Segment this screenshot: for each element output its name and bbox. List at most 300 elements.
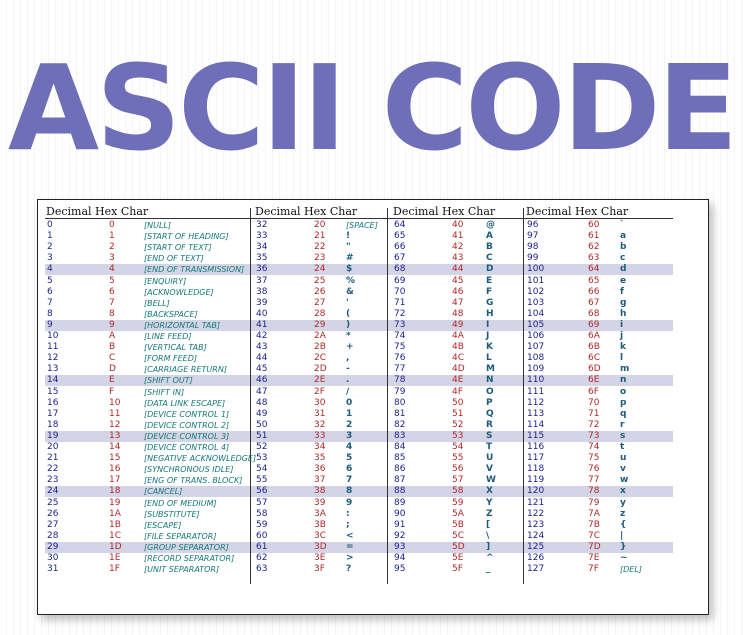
hex-cell: 59 xyxy=(452,497,464,508)
decimal-cell: 23 xyxy=(47,475,59,486)
char-cell: ; xyxy=(346,519,350,530)
hex-cell: 62 xyxy=(588,242,600,253)
hex-cell: 1F xyxy=(109,564,120,575)
hex-cell: 40 xyxy=(452,220,464,230)
decimal-cell: 117 xyxy=(527,453,545,464)
hex-cell: 14 xyxy=(109,442,121,452)
char-cell: U xyxy=(486,453,494,464)
decimal-cell: 76 xyxy=(394,353,406,364)
hex-cell: 12 xyxy=(109,419,121,430)
decimal-cell: 72 xyxy=(394,308,406,319)
decimal-cell: 66 xyxy=(394,242,406,253)
decimal-cell: 12 xyxy=(47,353,59,364)
char-cell: 5 xyxy=(346,453,353,464)
char-cell: : xyxy=(346,508,350,519)
decimal-cell: 112 xyxy=(527,397,545,408)
hex-cell: 32 xyxy=(314,419,326,430)
hex-cell: 66 xyxy=(588,286,600,297)
hex-cell: 1A xyxy=(109,508,121,519)
decimal-cell: 54 xyxy=(256,464,268,475)
char-cell: [NULL] xyxy=(144,221,171,230)
char-cell: $ xyxy=(346,264,353,275)
decimal-cell: 36 xyxy=(256,264,268,275)
char-cell: 8 xyxy=(346,486,353,497)
hex-cell: 6 xyxy=(109,286,115,297)
row-shade xyxy=(45,375,673,386)
char-cell: [BELL] xyxy=(144,298,170,308)
ascii-table xyxy=(37,199,709,615)
hex-cell: B xyxy=(109,342,116,353)
char-cell: [ENG OF TRANS. BLOCK] xyxy=(144,476,243,486)
char-cell: L xyxy=(486,353,492,364)
decimal-cell: 74 xyxy=(394,331,406,341)
decimal-cell: 2 xyxy=(47,242,53,253)
hex-cell: 7 xyxy=(109,297,115,308)
decimal-cell: 100 xyxy=(527,264,545,275)
decimal-cell: 113 xyxy=(527,408,545,419)
hex-cell: 3E xyxy=(314,553,326,563)
hex-cell: 67 xyxy=(588,297,600,308)
decimal-cell: 30 xyxy=(47,553,59,563)
decimal-cell: 92 xyxy=(394,530,406,541)
hex-cell: 46 xyxy=(452,286,464,297)
char-cell: a xyxy=(620,231,627,242)
char-cell: [START OF TEXT] xyxy=(144,243,212,253)
char-cell: o xyxy=(620,386,627,397)
char-cell: V xyxy=(486,464,493,475)
decimal-cell: 95 xyxy=(394,564,406,575)
char-cell: | xyxy=(620,530,624,541)
char-cell: [RECORD SEPARATOR] xyxy=(144,554,235,563)
decimal-cell: 25 xyxy=(47,497,59,508)
char-cell: s xyxy=(620,430,626,441)
char-cell: [CARRIAGE RETURN] xyxy=(144,365,227,375)
hex-cell: 2C xyxy=(314,353,327,364)
char-cell: X xyxy=(486,486,493,497)
decimal-cell: 81 xyxy=(394,408,406,419)
char-cell: 7 xyxy=(346,475,353,486)
char-cell: / xyxy=(346,386,350,397)
char-cell: ) xyxy=(346,319,351,330)
hex-cell: 38 xyxy=(314,486,326,497)
hex-cell: 6B xyxy=(588,342,600,353)
hex-cell: 41 xyxy=(452,231,464,242)
char-cell: _ xyxy=(486,564,491,575)
hex-cell: 5F xyxy=(452,564,463,575)
hex-cell: 74 xyxy=(588,442,600,452)
char-cell: [END OF MEDIUM] xyxy=(144,498,217,508)
hex-cell: 72 xyxy=(588,419,600,430)
hex-cell: 24 xyxy=(314,264,326,275)
char-cell: [CANCEL] xyxy=(144,487,183,497)
hex-cell: 48 xyxy=(452,308,464,319)
hex-cell: 68 xyxy=(588,308,600,319)
decimal-cell: 17 xyxy=(47,408,59,419)
char-cell: [DEVICE CONTROL 3] xyxy=(144,431,230,441)
hex-cell: 3F xyxy=(314,564,325,575)
row-shade xyxy=(45,320,673,331)
hex-cell: 1D xyxy=(109,541,122,552)
decimal-cell: 123 xyxy=(527,519,545,530)
decimal-cell: 13 xyxy=(47,364,59,375)
hex-cell: 64 xyxy=(588,264,600,275)
decimal-cell: 34 xyxy=(256,242,268,253)
hex-cell: A xyxy=(109,331,116,341)
hex-cell: 0 xyxy=(109,220,115,230)
decimal-cell: 69 xyxy=(394,275,406,286)
hex-cell: 55 xyxy=(452,453,464,464)
hex-cell: 6C xyxy=(588,353,601,364)
hex-cell: 2A xyxy=(314,331,326,341)
decimal-cell: 121 xyxy=(527,497,545,508)
decimal-cell: 55 xyxy=(256,475,268,486)
decimal-cell: 99 xyxy=(527,253,539,264)
char-cell: D xyxy=(486,264,494,275)
hex-cell: 35 xyxy=(314,453,326,464)
decimal-cell: 122 xyxy=(527,508,545,519)
hex-cell: 4 xyxy=(109,264,115,275)
decimal-cell: 39 xyxy=(256,297,268,308)
decimal-cell: 26 xyxy=(47,508,59,519)
char-cell: J xyxy=(486,331,490,341)
char-cell: v xyxy=(620,464,626,475)
decimal-cell: 38 xyxy=(256,286,268,297)
hex-cell: 3 xyxy=(109,253,115,264)
decimal-cell: 85 xyxy=(394,453,406,464)
char-cell: [SYNCHRONOUS IDLE] xyxy=(144,465,234,475)
decimal-cell: 16 xyxy=(47,397,59,408)
column-header: Decimal Hex Char xyxy=(393,205,496,218)
char-cell: u xyxy=(620,453,627,464)
column-separator xyxy=(523,208,524,584)
decimal-cell: 110 xyxy=(527,375,545,386)
decimal-cell: 35 xyxy=(256,253,268,264)
hex-cell: 70 xyxy=(588,397,600,408)
char-cell: = xyxy=(346,541,354,552)
char-cell: H xyxy=(486,308,494,319)
hex-cell: 7B xyxy=(588,519,600,530)
char-cell: [GROUP SEPARATOR] xyxy=(144,542,229,552)
decimal-cell: 115 xyxy=(527,430,545,441)
hex-cell: F xyxy=(109,386,115,397)
hex-cell: 3A xyxy=(314,508,326,519)
decimal-cell: 32 xyxy=(256,220,268,230)
decimal-cell: 9 xyxy=(47,319,53,330)
decimal-cell: 91 xyxy=(394,519,406,530)
decimal-cell: 127 xyxy=(527,564,545,575)
char-cell: e xyxy=(620,275,627,286)
hex-cell: 1 xyxy=(109,231,115,242)
decimal-cell: 101 xyxy=(527,275,545,286)
decimal-cell: 58 xyxy=(256,508,268,519)
char-cell: n xyxy=(620,375,627,386)
char-cell: W xyxy=(486,475,496,486)
decimal-cell: 5 xyxy=(47,275,53,286)
hex-cell: 6A xyxy=(588,331,600,341)
char-cell: [ENQUIRY] xyxy=(144,276,187,286)
hex-cell: 4D xyxy=(452,364,465,375)
decimal-cell: 60 xyxy=(256,530,268,541)
char-cell: S xyxy=(486,430,493,441)
decimal-cell: 111 xyxy=(527,386,545,397)
char-cell: , xyxy=(346,353,350,364)
hex-cell: 75 xyxy=(588,453,600,464)
hex-cell: 27 xyxy=(314,297,326,308)
decimal-cell: 45 xyxy=(256,364,268,375)
hex-cell: 60 xyxy=(588,220,600,230)
char-cell: I xyxy=(486,319,490,330)
char-cell: % xyxy=(346,275,356,286)
char-cell: G xyxy=(486,297,494,308)
char-cell: A xyxy=(486,231,493,242)
decimal-cell: 51 xyxy=(256,430,268,441)
char-cell: [FILE SEPARATOR] xyxy=(144,531,217,541)
hex-cell: 21 xyxy=(314,231,326,242)
char-cell: . xyxy=(346,375,350,386)
hex-cell: 8 xyxy=(109,308,115,319)
char-cell: 3 xyxy=(346,430,353,441)
hex-cell: 6F xyxy=(588,386,599,397)
char-cell: O xyxy=(486,386,494,397)
char-cell: i xyxy=(620,319,624,330)
hex-cell: 5D xyxy=(452,541,465,552)
decimal-cell: 61 xyxy=(256,541,268,552)
hex-cell: 7E xyxy=(588,553,600,563)
char-cell: ( xyxy=(346,308,351,319)
char-cell: Y xyxy=(486,497,493,508)
hex-cell: 7F xyxy=(588,564,599,575)
char-cell: ~ xyxy=(620,553,628,563)
decimal-cell: 96 xyxy=(527,220,539,230)
decimal-cell: 49 xyxy=(256,408,268,419)
char-cell: [VERTICAL TAB] xyxy=(144,343,207,353)
char-cell: F xyxy=(486,286,493,297)
decimal-cell: 62 xyxy=(256,553,268,563)
hex-cell: 36 xyxy=(314,464,326,475)
decimal-cell: 87 xyxy=(394,475,406,486)
decimal-cell: 7 xyxy=(47,297,53,308)
decimal-cell: 44 xyxy=(256,353,268,364)
char-cell: j xyxy=(620,331,624,341)
hex-cell: 43 xyxy=(452,253,464,264)
hex-cell: 71 xyxy=(588,408,600,419)
char-cell: 1 xyxy=(346,408,353,419)
decimal-cell: 103 xyxy=(527,297,545,308)
decimal-cell: 67 xyxy=(394,253,406,264)
hex-cell: 65 xyxy=(588,275,600,286)
char-cell: 6 xyxy=(346,464,353,475)
hex-cell: 77 xyxy=(588,475,600,486)
column-header: Decimal Hex Char xyxy=(526,205,629,218)
char-cell: Q xyxy=(486,408,494,419)
decimal-cell: 108 xyxy=(527,353,545,364)
decimal-cell: 126 xyxy=(527,553,545,563)
decimal-cell: 42 xyxy=(256,331,268,341)
char-cell: [DEL] xyxy=(620,565,642,575)
hex-cell: 10 xyxy=(109,397,121,408)
char-cell: < xyxy=(346,530,354,541)
hex-cell: 56 xyxy=(452,464,464,475)
char-cell: [ESCAPE] xyxy=(144,520,182,530)
decimal-cell: 70 xyxy=(394,286,406,297)
hex-cell: 5 xyxy=(109,275,115,286)
char-cell: p xyxy=(620,397,627,408)
decimal-cell: 90 xyxy=(394,508,406,519)
decimal-cell: 116 xyxy=(527,442,545,452)
hex-cell: 3C xyxy=(314,530,327,541)
char-cell: P xyxy=(486,397,493,408)
hex-cell: 33 xyxy=(314,430,326,441)
decimal-cell: 19 xyxy=(47,430,59,441)
page-title: ASCII CODE xyxy=(7,39,736,177)
char-cell: ? xyxy=(346,564,352,575)
hex-cell: 42 xyxy=(452,242,464,253)
char-cell: x xyxy=(620,486,626,497)
char-cell: [END OF TEXT] xyxy=(144,254,204,264)
decimal-cell: 8 xyxy=(47,308,53,319)
char-cell: Z xyxy=(486,508,493,519)
decimal-cell: 124 xyxy=(527,530,545,541)
hex-cell: 3D xyxy=(314,541,327,552)
row-shade xyxy=(45,264,673,275)
hex-cell: C xyxy=(109,353,116,364)
char-cell: ] xyxy=(486,541,491,552)
hex-cell: 49 xyxy=(452,319,464,330)
decimal-cell: 10 xyxy=(47,331,59,341)
decimal-cell: 15 xyxy=(47,386,59,397)
char-cell: [NEGATIVE ACKNOWLEDGE] xyxy=(144,454,257,464)
char-cell: [SPACE] xyxy=(346,221,378,230)
decimal-cell: 86 xyxy=(394,464,406,475)
header-rule xyxy=(45,218,673,219)
decimal-cell: 125 xyxy=(527,541,545,552)
hex-cell: 2E xyxy=(314,375,326,386)
hex-cell: 1E xyxy=(109,553,121,563)
decimal-cell: 56 xyxy=(256,486,268,497)
decimal-cell: 18 xyxy=(47,419,59,430)
hex-cell: 1B xyxy=(109,519,121,530)
decimal-cell: 1 xyxy=(47,231,53,242)
decimal-cell: 105 xyxy=(527,319,545,330)
hex-cell: 4F xyxy=(452,386,463,397)
decimal-cell: 104 xyxy=(527,308,545,319)
char-cell: t xyxy=(620,442,625,452)
hex-cell: 25 xyxy=(314,275,326,286)
decimal-cell: 31 xyxy=(47,564,59,575)
hex-cell: 61 xyxy=(588,231,600,242)
char-cell: ! xyxy=(346,231,351,242)
char-cell: [ xyxy=(486,519,491,530)
hex-cell: 11 xyxy=(109,408,121,419)
decimal-cell: 71 xyxy=(394,297,406,308)
column-separator xyxy=(387,208,388,584)
decimal-cell: 48 xyxy=(256,397,268,408)
hex-cell: 2B xyxy=(314,342,326,353)
decimal-cell: 59 xyxy=(256,519,268,530)
hex-cell: 13 xyxy=(109,430,121,441)
hex-cell: 73 xyxy=(588,430,600,441)
char-cell: R xyxy=(486,419,493,430)
decimal-cell: 106 xyxy=(527,331,545,341)
decimal-cell: 0 xyxy=(47,220,53,230)
hex-cell: 44 xyxy=(452,264,464,275)
hex-cell: 9 xyxy=(109,319,115,330)
hex-cell: 57 xyxy=(452,475,464,486)
char-cell: [BACKSPACE] xyxy=(144,309,198,319)
char-cell: b xyxy=(620,242,627,253)
char-cell: { xyxy=(620,519,627,530)
row-shade xyxy=(45,431,673,442)
decimal-cell: 114 xyxy=(527,419,545,430)
hex-cell: 5E xyxy=(452,553,464,563)
char-cell: } xyxy=(620,541,627,552)
char-cell: E xyxy=(486,275,493,286)
hex-cell: 1C xyxy=(109,530,122,541)
decimal-cell: 40 xyxy=(256,308,268,319)
hex-cell: 2D xyxy=(314,364,327,375)
hex-cell: 16 xyxy=(109,464,121,475)
decimal-cell: 89 xyxy=(394,497,406,508)
hex-cell: 63 xyxy=(588,253,600,264)
char-cell: T xyxy=(486,442,493,452)
char-cell: [START OF HEADING] xyxy=(144,232,229,242)
char-cell: + xyxy=(346,342,354,353)
decimal-cell: 84 xyxy=(394,442,406,452)
decimal-cell: 109 xyxy=(527,364,545,375)
char-cell: M xyxy=(486,364,495,375)
hex-cell: D xyxy=(109,364,116,375)
decimal-cell: 119 xyxy=(527,475,545,486)
char-cell: > xyxy=(346,553,354,563)
hex-cell: 3B xyxy=(314,519,326,530)
decimal-cell: 28 xyxy=(47,530,59,541)
decimal-cell: 64 xyxy=(394,220,406,230)
decimal-cell: 120 xyxy=(527,486,545,497)
char-cell: [SHIFT IN] xyxy=(144,387,185,397)
hex-cell: 79 xyxy=(588,497,600,508)
decimal-cell: 102 xyxy=(527,286,545,297)
decimal-cell: 79 xyxy=(394,386,406,397)
char-cell: 9 xyxy=(346,497,353,508)
decimal-cell: 20 xyxy=(47,442,59,452)
decimal-cell: 82 xyxy=(394,419,406,430)
decimal-cell: 6 xyxy=(47,286,53,297)
decimal-cell: 78 xyxy=(394,375,406,386)
char-cell: * xyxy=(346,331,351,341)
char-cell: [END OF TRANSMISSION] xyxy=(144,265,245,275)
hex-cell: 76 xyxy=(588,464,600,475)
hex-cell: 2F xyxy=(314,386,325,397)
decimal-cell: 98 xyxy=(527,242,539,253)
hex-cell: 2 xyxy=(109,242,115,253)
hex-cell: 23 xyxy=(314,253,326,264)
char-cell: k xyxy=(620,342,626,353)
hex-cell: 5C xyxy=(452,530,465,541)
decimal-cell: 118 xyxy=(527,464,545,475)
hex-cell: 6D xyxy=(588,364,601,375)
hex-cell: 47 xyxy=(452,297,464,308)
decimal-cell: 107 xyxy=(527,342,545,353)
hex-cell: 28 xyxy=(314,308,326,319)
hex-cell: 7C xyxy=(588,530,601,541)
hex-cell: 50 xyxy=(452,397,464,408)
hex-cell: 15 xyxy=(109,453,121,464)
hex-cell: 31 xyxy=(314,408,326,419)
char-cell: 2 xyxy=(346,419,353,430)
decimal-cell: 46 xyxy=(256,375,268,386)
char-cell: [UNIT SEPARATOR] xyxy=(144,565,220,575)
column-separator xyxy=(250,208,251,584)
